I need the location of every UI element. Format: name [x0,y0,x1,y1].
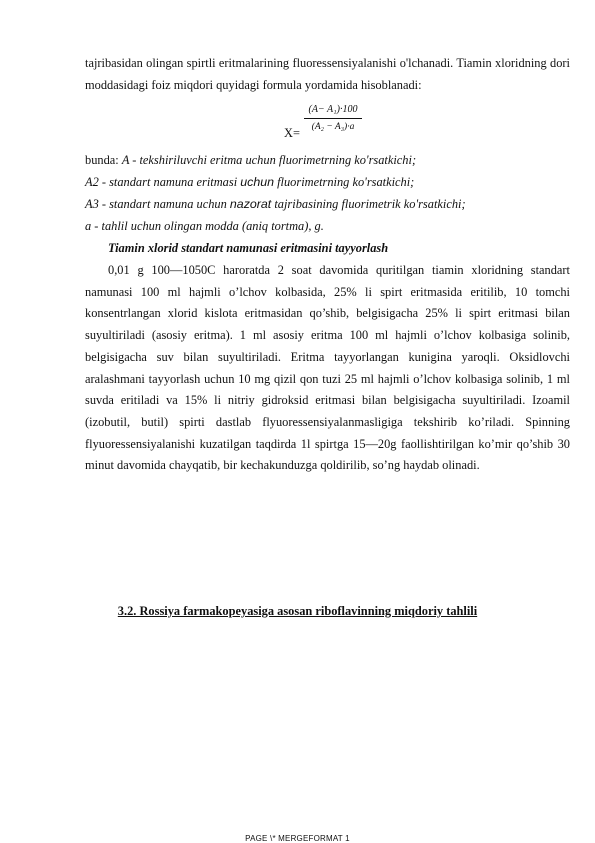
formula-lhs: X= [284,126,300,140]
definition-a3-prefix: A3 - standart namuna uchun [85,197,230,211]
formula-denominator: (A₂ − A₃)·a [311,122,355,132]
definition-a2-word: uchun [240,175,274,189]
section-heading: 3.2. Rossiya farmakopeyasiga asosan riboflavinning miqdoriy tahlili [117,604,478,618]
definition-a3-suffix: tajribasining fluorimetrik ko'rsatkichi; [271,197,466,211]
definition-a2-prefix: A2 - standart namuna eritmasi [85,175,241,189]
formula-numerator: (A− A₁)·100 [304,104,362,119]
formula [284,104,384,144]
definition-a2 [85,174,414,190]
main-paragraph: 0,01 g 100—1050C haroratda 2 soat davomida quritilgan tiamin xloridning standart namunasi 100 ml hajmli o’lchov kolbasida, 25% li spirt eritmasida eritilib, 10 tomchi konsentrlangan xlorid kislota eritmasidan qo’shib, belgisigacha 25% li spirt eritmasi bilan suyultiriladi (asosiy eritma). 1 ml asosiy eritma 100 ml hajmli o’lchov kolbasiga solinib, belgisigacha suv bilan suyultiriladi. Eritma tayyorlangan kunigina yaroqli. Oksidlovchi aralashmani tayyorlash uchun 10 mg qizil qon tuzi 25 ml hajmli o’lchov kolbasiga solinib, 1 ml suvda eritiladi va 15% li nitriy gidroksid eritmasi bilan belgisigacha suyultiriladi. Izoamil (izobutil, butil) spirti dastlab flyuoressensiyalanmasligiga tekshirib ko’riladi. Spinning flyuoressensiyalanishi kuzatilgan taqdirda 1l spirtga 15—20g faollishtirilgan ko’mir qo’shib 30 minut davomida chayqatib, bir kechakunduzga qoldirilib, so’ng haydab olinadi. [85,263,570,473]
definition-a-text: A - tekshiriluvchi eritma uchun fluorimetrning ko'rsatkichi; [121,153,417,167]
definition-a [85,152,416,168]
bunda-label: bunda: [85,153,122,167]
intro-paragraph: tajribasidan olingan spirtli eritmalarining fluoressensiyalanishi o'lchanadi. Tiamin xloridning dori moddasidagi foiz miqdori quyidagi formula yordamida hisoblanadi: [85,56,570,92]
formula-fraction [304,104,362,133]
definition-a3-word: nazorat [229,197,272,211]
subheading: Tiamin xlorid standart namunasi eritmasini tayyorlash [108,241,389,255]
definition-a-small: a - tahlil uchun olingan modda (aniq tortma), g. [85,219,324,233]
definition-a3 [85,196,466,212]
definition-a2-suffix: fluorimetrning ko'rsatkichi; [274,175,415,189]
page-footer: PAGE \* MERGEFORMAT 1 [245,834,350,843]
